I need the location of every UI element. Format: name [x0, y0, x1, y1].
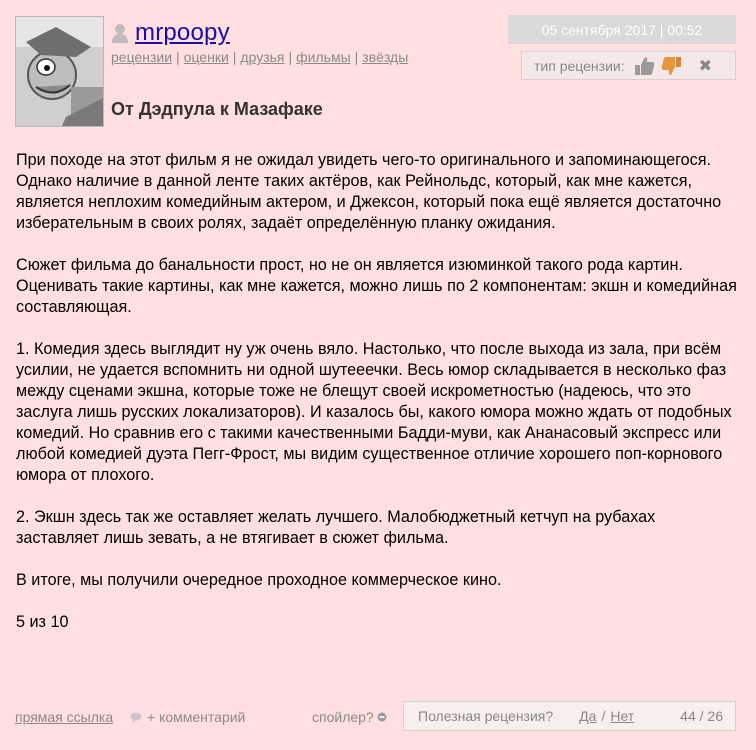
- spoiler-dot-icon: [377, 712, 387, 722]
- close-icon[interactable]: ✖: [698, 57, 713, 75]
- vote-separator: /: [601, 708, 606, 724]
- useful-question: Полезная рецензия?: [418, 708, 554, 724]
- review-title: От Дэдпула к Мазафаке: [111, 99, 323, 119]
- thumbs-down-icon[interactable]: [661, 55, 683, 77]
- review-paragraph: При походе на этот фильм я не ожидал увидеть чего-то оригинального и запоминающегося. Однако наличие в данной ленте таких актёров, как Рейнольдс, который, как мне кажется, является неплохим комедийным актером, и Джексон, который пока ещё является достаточно изберательным в своих ролях, задаёт определённую планку ожидания.: [16, 151, 722, 232]
- add-comment-link[interactable]: [130, 709, 245, 725]
- review-paragraph: Сюжет фильма до банальности прост, но не он является изюминкой такого рода картин. Оценивать такие картины, как мне кажется, можно лишь по 2 компонентам: экшн и комедийная составляющая.: [16, 256, 737, 316]
- user-icon: [111, 23, 129, 43]
- comment-bubble-icon: [130, 712, 142, 723]
- review-rating: 5 из 10: [16, 613, 69, 631]
- vote-yes-link[interactable]: Да: [579, 708, 597, 724]
- nav-stars[interactable]: звёзды: [362, 49, 409, 65]
- nav-ratings[interactable]: оценки: [183, 49, 229, 65]
- spoiler-label: спойлер?: [312, 709, 374, 725]
- review-paragraph: 1. Комедия здесь выглядит ну уж очень вяло. Настолько, что после выхода из зала, при всём усилии, не удается вспомнить ни одной шутееечки. Весь юмор складывается в несколько фаз между сценами экшна, которые тоже не блещут своей искрометностью (надеюсь, что это заслуга лишь русских локализаторов). И казалось бы, какого юмора можно ждать от подобных комедий. Но сравнив его с такими качественными Бадди-муви, как Ананасовый экспресс или любой комедией дуэта Пегг-Фрост, мы видим существенное отличие хорошего поп-корнового юмора от плохого.: [16, 340, 732, 484]
- user-header: [111, 18, 230, 48]
- review-paragraph: В итоге, мы получили очередное проходное коммерческое кино.: [16, 571, 502, 589]
- username-link[interactable]: mrpoopy: [135, 19, 230, 46]
- nav-separator: |: [354, 49, 359, 65]
- review-footer: [15, 701, 741, 731]
- vote-no-link[interactable]: Нет: [610, 708, 635, 724]
- user-nav: [111, 49, 408, 65]
- nav-separator: |: [232, 49, 237, 65]
- nav-films[interactable]: фильмы: [296, 49, 351, 65]
- vote-score: 44 / 26: [680, 708, 723, 724]
- review-type-label: тип рецензии:: [534, 57, 625, 74]
- thumbs-up-icon[interactable]: [633, 55, 655, 77]
- review-date: 05 сентября 2017 | 00:52: [508, 15, 736, 44]
- permalink-link[interactable]: прямая ссылка: [15, 709, 114, 725]
- avatar-image: [16, 17, 104, 127]
- review-type-box: [521, 51, 736, 80]
- review-paragraph: 2. Экшн здесь так же оставляет желать лучшего. Малобюджетный кетчуп на рубахах заставляет лишь зевать, а не втягивает в сюжет фильма.: [16, 508, 656, 547]
- spoiler-toggle[interactable]: [312, 709, 387, 725]
- add-comment-label: + комментарий: [147, 709, 246, 725]
- useful-review-box: [403, 701, 736, 731]
- avatar[interactable]: [15, 16, 104, 127]
- nav-separator: |: [176, 49, 180, 65]
- review-body: [16, 150, 741, 654]
- nav-separator: |: [288, 49, 293, 65]
- nav-reviews[interactable]: рецензии: [111, 49, 173, 65]
- nav-friends[interactable]: друзья: [240, 49, 285, 65]
